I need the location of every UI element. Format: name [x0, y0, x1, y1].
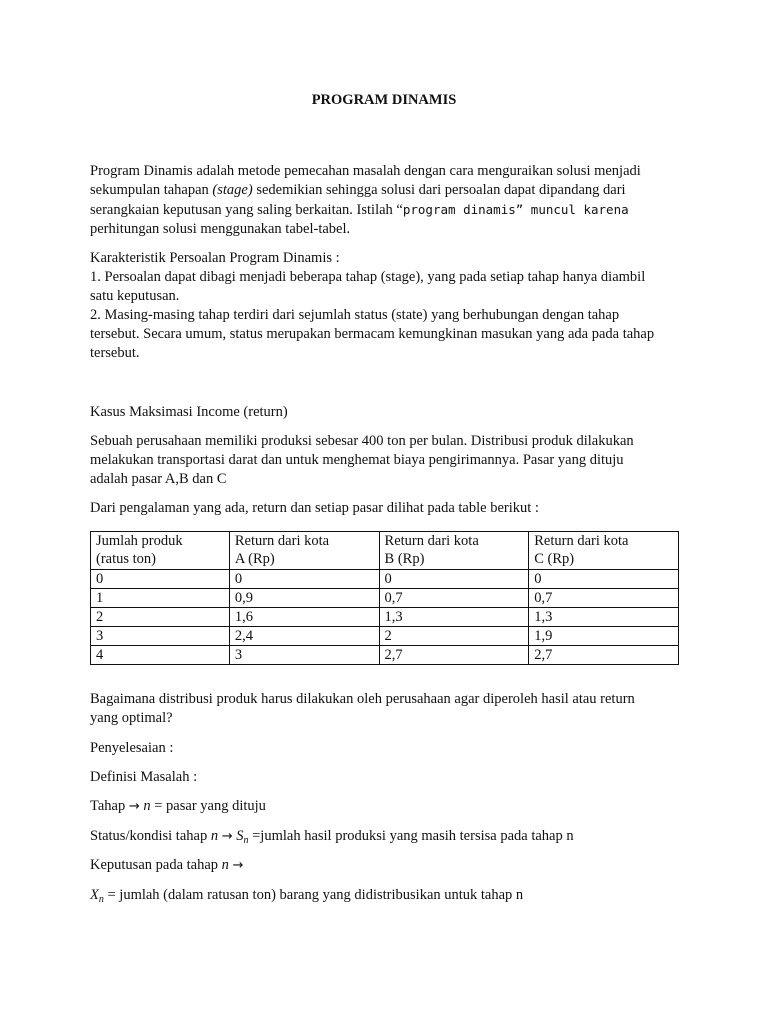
solution-label: Penyelesaian :	[90, 740, 174, 756]
table-cell: 2,4	[229, 627, 379, 646]
table-row	[91, 646, 679, 665]
table-cell: 1,6	[229, 608, 379, 627]
table-header-cell: Return dari kota A (Rp)	[229, 532, 379, 570]
intro-line-3-mono: program dinamis” muncul karena	[402, 202, 629, 217]
intro-line-2-b: sedemikian sehingga solusi dari persoalan dapat dipandang dari	[252, 182, 626, 198]
arrow-right-icon: →	[232, 858, 244, 873]
table-cell: 0	[529, 570, 679, 589]
characteristic-1-line-2: satu keputusan.	[90, 288, 180, 304]
stage-term: (stage)	[212, 182, 253, 198]
table-cell: 2	[91, 608, 230, 627]
intro-line-3	[90, 200, 678, 220]
table-header-cell: Return dari kota C (Rp)	[529, 532, 679, 570]
table-cell: 1,3	[379, 608, 529, 627]
table-header-row	[91, 532, 679, 570]
table-cell: 3	[229, 646, 379, 665]
table-header-cell: Return dari kota B (Rp)	[379, 532, 529, 570]
intro-paragraph	[90, 162, 678, 239]
problem-definition-heading: Definisi Masalah :	[90, 769, 198, 785]
table-cell: 0	[91, 570, 230, 589]
table-row	[91, 570, 679, 589]
case-description	[90, 432, 678, 489]
question-line-2: yang optimal?	[90, 710, 173, 726]
table-cell: 1	[91, 589, 230, 608]
case-desc-line-2: melakukan transportasi darat dan untuk menghemat biaya pengirimannya. Pasar yang dituju	[90, 452, 624, 468]
stage-definition: Tahap → n = pasar yang dituju	[90, 798, 266, 814]
table-cell: 1,3	[529, 608, 679, 627]
table-cell: 0,7	[379, 589, 529, 608]
table-cell: 0,9	[229, 589, 379, 608]
characteristics-section	[90, 249, 678, 363]
page-title: PROGRAM DINAMIS	[311, 92, 457, 108]
table-cell: 0	[229, 570, 379, 589]
intro-line-2-a: sekumpulan tahapan	[90, 182, 213, 198]
table-cell: 4	[91, 646, 230, 665]
characteristic-2-line-2: tersebut. Secara umum, status merupakan bermacam kemungkinan masukan yang ada pada tahap	[90, 326, 655, 342]
arrow-right-icon: →	[221, 829, 233, 844]
arrow-right-icon: →	[128, 799, 140, 814]
table-cell: 1,9	[529, 627, 679, 646]
case-desc-line-1: Sebuah perusahaan memiliki produksi sebesar 400 ton per bulan. Distribusi produk dilakukan	[90, 433, 634, 449]
table-cell: 0	[379, 570, 529, 589]
intro-line-3-a: serangkaian keputusan yang saling berkaitan. Istilah “	[90, 202, 403, 218]
table-cell: 2,7	[379, 646, 529, 665]
table-intro: Dari pengalaman yang ada, return dan setiap pasar dilihat pada table berikut :	[90, 500, 539, 516]
intro-line-1: Program Dinamis adalah metode pemecahan masalah dengan cara menguraikan solusi menjadi	[90, 163, 641, 179]
question-paragraph	[90, 690, 678, 728]
decision-definition: Keputusan pada tahap n →	[90, 857, 244, 873]
table-row	[91, 627, 679, 646]
characteristic-2-line-1: 2. Masing-masing tahap terdiri dari sejumlah status (state) yang berhubungan dengan tahap	[90, 307, 620, 323]
table-cell: 2	[379, 627, 529, 646]
status-definition: Status/kondisi tahap $n \to S_n$ =jumlah hasil produksi yang masih tersisa pada tahap n	[90, 828, 574, 846]
intro-line-2	[90, 181, 678, 200]
question-line-1: Bagaimana distribusi produk harus dilakukan oleh perusahaan agar diperoleh hasil atau return	[90, 691, 635, 707]
table-row	[91, 608, 679, 627]
table-row	[91, 589, 679, 608]
case-heading: Kasus Maksimasi Income (return)	[90, 404, 288, 420]
table-cell: 3	[91, 627, 230, 646]
characteristic-2-line-3: tersebut.	[90, 345, 140, 361]
table-header-cell: Jumlah produk (ratus ton)	[91, 532, 230, 570]
table-cell: 0,7	[529, 589, 679, 608]
characteristic-1-line-1: 1. Persoalan dapat dibagi menjadi beberapa tahap (stage), yang pada setiap tahap hanya diambil	[90, 269, 646, 285]
decision-variable-definition: $X_n$ = jumlah (dalam ratusan ton) barang yang didistribusikan untuk tahap n	[90, 887, 524, 905]
case-desc-line-3: adalah pasar A,B dan C	[90, 471, 227, 487]
intro-line-4: perhitungan solusi menggunakan tabel-tabel.	[90, 221, 351, 237]
table-cell: 2,7	[529, 646, 679, 665]
characteristics-heading: Karakteristik Persoalan Program Dinamis :	[90, 250, 340, 266]
return-table	[90, 531, 679, 665]
